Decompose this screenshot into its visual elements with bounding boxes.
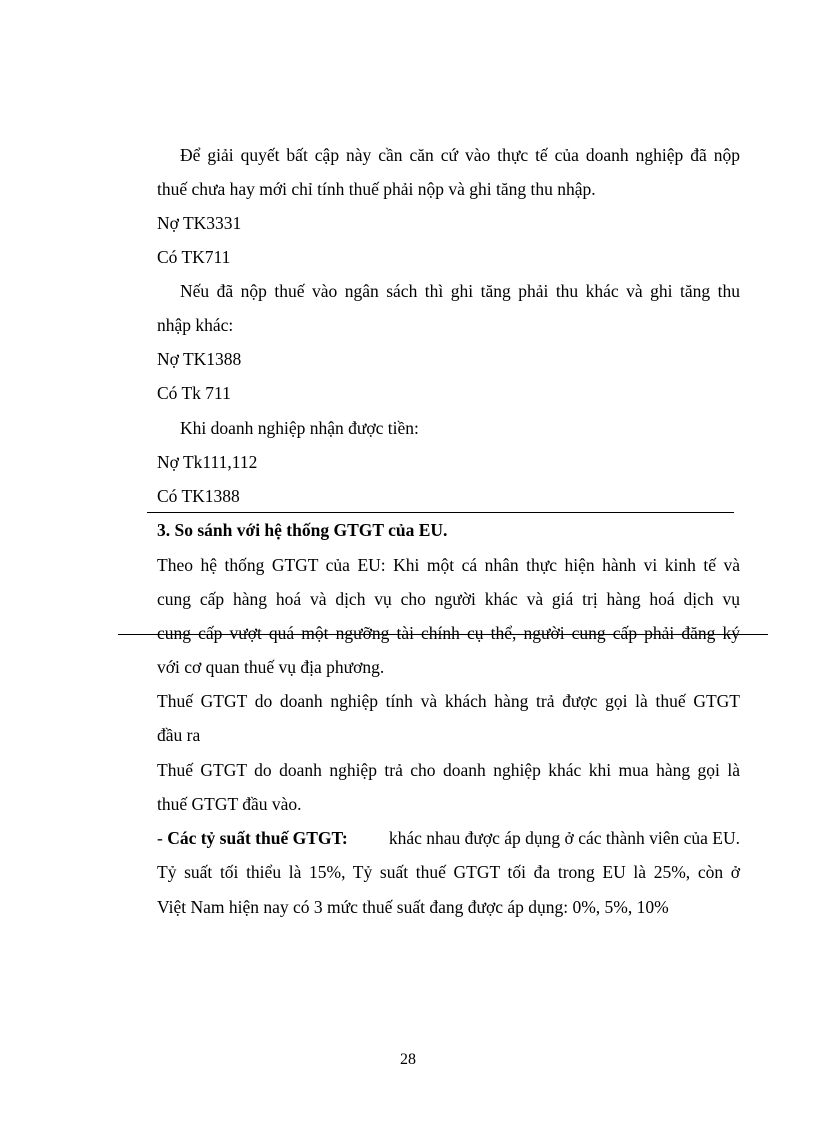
paragraph-2-line-1: Nếu đã nộp thuế vào ngân sách thì ghi tăng phải thu khác và ghi tăng thu — [180, 281, 740, 301]
paragraph-6-line-2: thuế GTGT đầu vào. — [157, 794, 302, 814]
paragraph-4-line-3: cung cấp vượt quá một ngưỡng tài chính cụ thể, người cung cấp phải đăng ký — [157, 623, 740, 643]
credit-entry-2: Có Tk 711 — [157, 383, 231, 403]
horizontal-rule — [147, 512, 734, 513]
paragraph-1-line-1: Để giải quyết bất cập này cần căn cứ vào thực tế của doanh nghiệp đã nộp — [180, 145, 740, 165]
paragraph-7-rest: khác nhau được áp dụng ở các thành viên của EU. — [388, 828, 740, 848]
strikethrough-line — [118, 634, 768, 635]
paragraph-4-line-2: cung cấp hàng hoá và dịch vụ cho người khác và giá trị hàng hoá dịch vụ — [157, 589, 740, 609]
paragraph-6-line-1: Thuế GTGT do doanh nghiệp trả cho doanh nghiệp khác khi mua hàng gọi là — [157, 760, 740, 780]
paragraph-4-line-1: Theo hệ thống GTGT của EU: Khi một cá nhân thực hiện hành vi kinh tế và — [157, 555, 740, 575]
paragraph-7-line-2: Tỷ suất tối thiểu là 15%, Tỷ suất thuế GTGT tối đa trong EU là 25%, còn ở — [157, 862, 740, 882]
credit-entry-3: Có TK1388 — [157, 486, 240, 506]
paragraph-7-line-3: Việt Nam hiện nay có 3 mức thuế suất đang được áp dụng: 0%, 5%, 10% — [157, 897, 669, 917]
paragraph-5-line-2: đầu ra — [157, 725, 201, 745]
section-heading: 3. So sánh với hệ thống GTGT của EU. — [157, 520, 448, 540]
credit-entry-1: Có TK711 — [157, 247, 231, 267]
debit-entry-1: Nợ TK3331 — [157, 213, 242, 233]
paragraph-5-line-1: Thuế GTGT do doanh nghiệp tính và khách hàng trả được gọi là thuế GTGT — [157, 691, 740, 711]
dash: - — [157, 828, 168, 848]
paragraph-4-line-4: với cơ quan thuế vụ địa phương. — [157, 657, 385, 677]
debit-entry-3: Nợ Tk111,112 — [157, 452, 258, 472]
paragraph-3: Khi doanh nghiệp nhận được tiền: — [180, 418, 419, 438]
page-number: 28 — [400, 1051, 416, 1068]
paragraph-1-line-2: thuế chưa hay mới chỉ tính thuế phải nộp và ghi tăng thu nhập. — [157, 179, 596, 199]
paragraph-2-line-2: nhập khác: — [157, 315, 234, 335]
paragraph-7-line-1 — [157, 827, 740, 849]
paragraph-7-lead — [157, 827, 348, 849]
tax-rates-label: Các tỷ suất thuế GTGT: — [167, 828, 348, 848]
debit-entry-2: Nợ TK1388 — [157, 349, 242, 369]
